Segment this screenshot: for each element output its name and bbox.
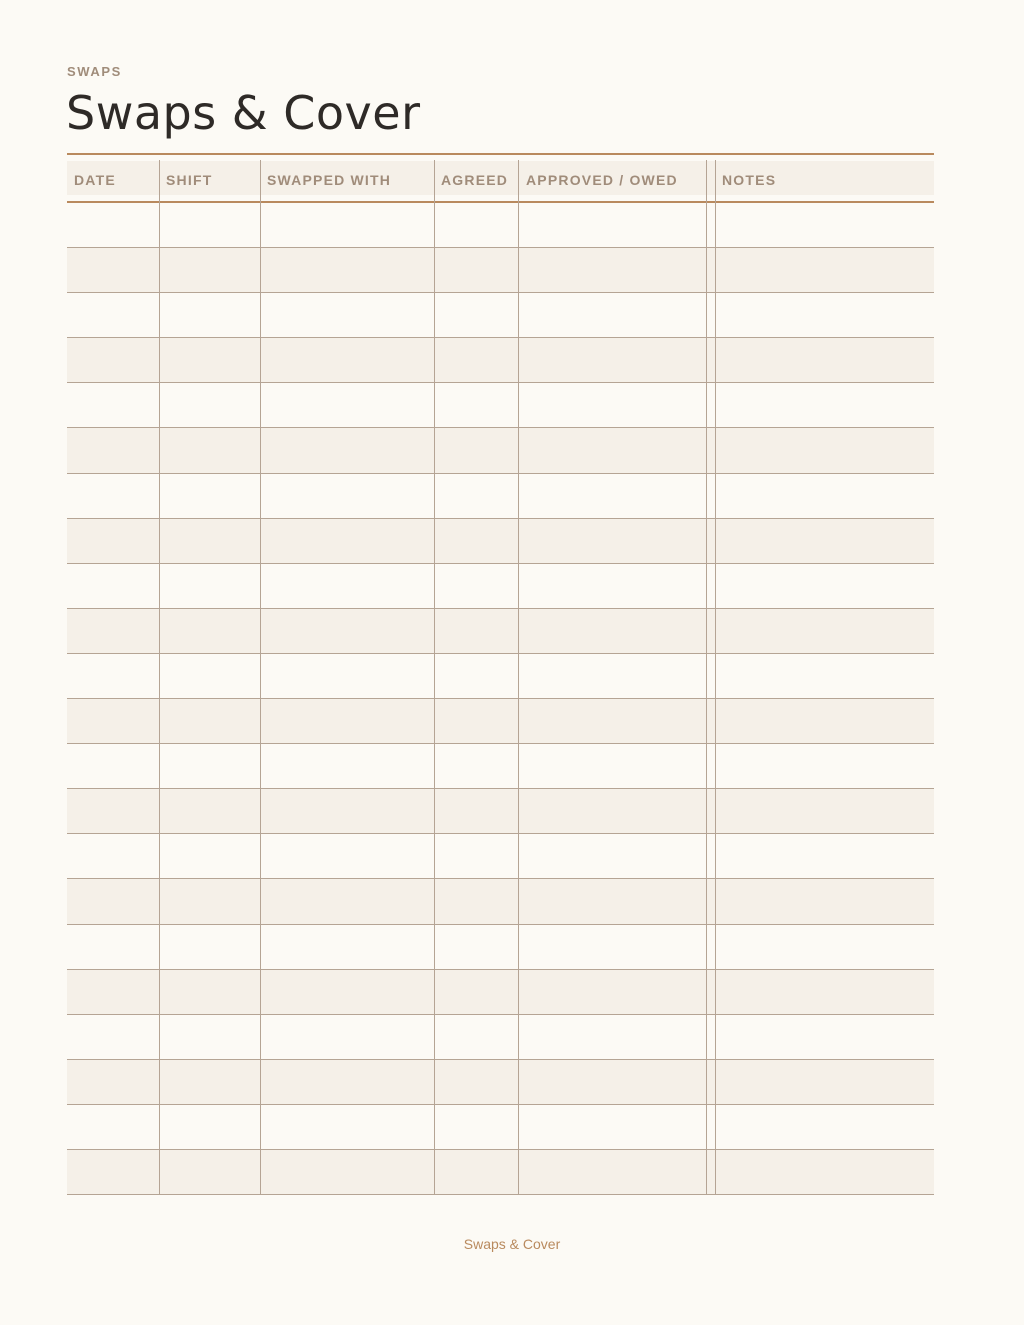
column-header-swapped-with: SWAPPED WITH	[267, 172, 392, 188]
table-row[interactable]	[67, 1150, 934, 1195]
table-row[interactable]	[67, 970, 934, 1015]
column-header-notes: NOTES	[722, 172, 777, 188]
table-row[interactable]	[67, 383, 934, 428]
column-header-date: DATE	[74, 172, 116, 188]
column-divider	[706, 160, 707, 1194]
table-row[interactable]	[67, 338, 934, 383]
column-divider	[518, 160, 519, 1194]
table-row[interactable]	[67, 699, 934, 744]
table-row[interactable]	[67, 564, 934, 609]
column-header-shift: SHIFT	[166, 172, 213, 188]
table-row[interactable]	[67, 1015, 934, 1060]
table-row[interactable]	[67, 834, 934, 879]
page-footer: Swaps & Cover	[463, 1236, 561, 1252]
table-row[interactable]	[67, 879, 934, 924]
page-title: Swaps & Cover	[66, 86, 421, 140]
column-divider	[715, 160, 716, 1194]
column-header-agreed: AGREED	[441, 172, 509, 188]
column-divider	[260, 160, 261, 1194]
column-header-approved-owed: APPROVED / OWED	[526, 172, 678, 188]
table-row[interactable]	[67, 1060, 934, 1105]
table-row[interactable]	[67, 789, 934, 834]
table-row[interactable]	[67, 609, 934, 654]
column-divider	[434, 160, 435, 1194]
table-row[interactable]	[67, 1105, 934, 1150]
table-row[interactable]	[67, 925, 934, 970]
table-row[interactable]	[67, 474, 934, 519]
table-body	[67, 203, 934, 1195]
table-row[interactable]	[67, 293, 934, 338]
table-row[interactable]	[67, 519, 934, 564]
swaps-table	[67, 153, 934, 1195]
table-row[interactable]	[67, 428, 934, 473]
table-header	[67, 155, 934, 203]
eyebrow-label: SWAPS	[67, 64, 122, 79]
column-divider	[159, 160, 160, 1194]
table-row[interactable]	[67, 654, 934, 699]
table-row[interactable]	[67, 203, 934, 248]
table-row[interactable]	[67, 248, 934, 293]
table-row[interactable]	[67, 744, 934, 789]
